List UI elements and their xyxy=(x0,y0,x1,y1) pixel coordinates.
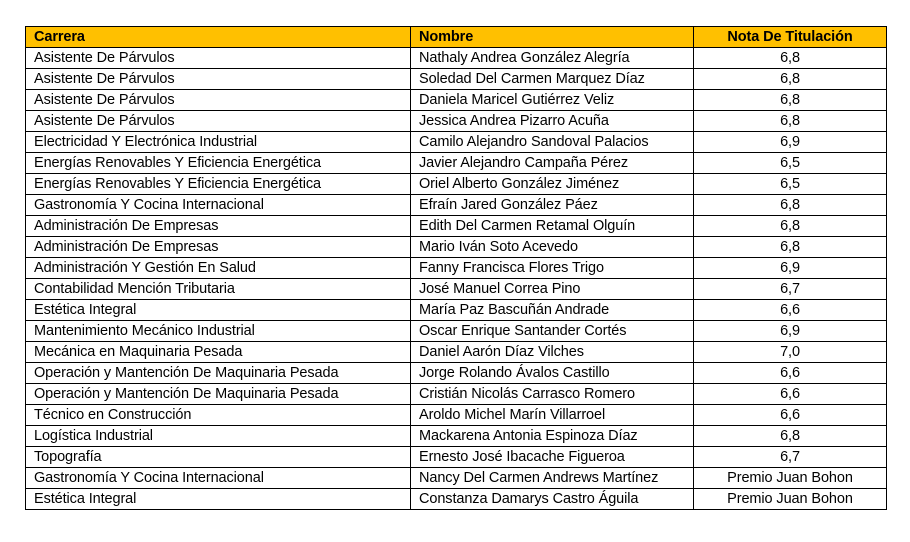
cell-nombre: Oscar Enrique Santander Cortés xyxy=(411,321,694,342)
cell-nombre: Camilo Alejandro Sandoval Palacios xyxy=(411,132,694,153)
cell-nota: 6,5 xyxy=(694,153,887,174)
cell-nota: 6,8 xyxy=(694,48,887,69)
cell-nota: 6,6 xyxy=(694,384,887,405)
cell-carrera: Contabilidad Mención Tributaria xyxy=(26,279,411,300)
cell-carrera: Energías Renovables Y Eficiencia Energética xyxy=(26,153,411,174)
cell-nombre: Aroldo Michel Marín Villarroel xyxy=(411,405,694,426)
cell-carrera: Técnico en Construcción xyxy=(26,405,411,426)
table-row xyxy=(26,132,887,153)
cell-nota: 6,8 xyxy=(694,237,887,258)
cell-nombre: José Manuel Correa Pino xyxy=(411,279,694,300)
cell-nota: 6,8 xyxy=(694,111,887,132)
cell-nombre: Nancy Del Carmen Andrews Martínez xyxy=(411,468,694,489)
column-header-carrera: Carrera xyxy=(26,27,411,48)
cell-nombre: Nathaly Andrea González Alegría xyxy=(411,48,694,69)
cell-nombre: Jessica Andrea Pizarro Acuña xyxy=(411,111,694,132)
cell-carrera: Asistente De Párvulos xyxy=(26,69,411,90)
cell-nombre: Constanza Damarys Castro Águila xyxy=(411,489,694,510)
cell-nota: 6,9 xyxy=(694,258,887,279)
cell-carrera: Operación y Mantención De Maquinaria Pesada xyxy=(26,363,411,384)
cell-carrera: Administración Y Gestión En Salud xyxy=(26,258,411,279)
graduates-table-container xyxy=(25,26,887,510)
cell-nota: 6,8 xyxy=(694,90,887,111)
table-row xyxy=(26,174,887,195)
cell-nota: Premio Juan Bohon xyxy=(694,468,887,489)
table-row xyxy=(26,69,887,90)
cell-carrera: Logística Industrial xyxy=(26,426,411,447)
table-row xyxy=(26,48,887,69)
cell-nota: 6,7 xyxy=(694,447,887,468)
cell-nombre: Daniel Aarón Díaz Vilches xyxy=(411,342,694,363)
cell-nombre: Daniela Maricel Gutiérrez Veliz xyxy=(411,90,694,111)
cell-nota: 6,6 xyxy=(694,363,887,384)
table-row xyxy=(26,384,887,405)
table-row xyxy=(26,426,887,447)
cell-nota: 6,8 xyxy=(694,426,887,447)
cell-nota: 6,8 xyxy=(694,69,887,90)
table-row xyxy=(26,195,887,216)
table-row xyxy=(26,363,887,384)
table-row xyxy=(26,447,887,468)
cell-nombre: Oriel Alberto González Jiménez xyxy=(411,174,694,195)
cell-nombre: Efraín Jared González Páez xyxy=(411,195,694,216)
cell-carrera: Operación y Mantención De Maquinaria Pesada xyxy=(26,384,411,405)
cell-carrera: Gastronomía Y Cocina Internacional xyxy=(26,468,411,489)
cell-carrera: Administración De Empresas xyxy=(26,237,411,258)
cell-nombre: Soledad Del Carmen Marquez Díaz xyxy=(411,69,694,90)
table-row xyxy=(26,111,887,132)
cell-nombre: María Paz Bascuñán Andrade xyxy=(411,300,694,321)
table-row xyxy=(26,489,887,510)
table-row xyxy=(26,258,887,279)
cell-nombre: Edith Del Carmen Retamal Olguín xyxy=(411,216,694,237)
cell-nota: 6,9 xyxy=(694,321,887,342)
cell-carrera: Energías Renovables Y Eficiencia Energética xyxy=(26,174,411,195)
cell-nota: 6,8 xyxy=(694,216,887,237)
table-row xyxy=(26,90,887,111)
cell-carrera: Topografía xyxy=(26,447,411,468)
table-row xyxy=(26,342,887,363)
cell-carrera: Electricidad Y Electrónica Industrial xyxy=(26,132,411,153)
table-row xyxy=(26,153,887,174)
graduates-table xyxy=(25,26,887,510)
cell-nombre: Jorge Rolando Ávalos Castillo xyxy=(411,363,694,384)
cell-nombre: Fanny Francisca Flores Trigo xyxy=(411,258,694,279)
cell-nombre: Cristián Nicolás Carrasco Romero xyxy=(411,384,694,405)
cell-nota: 6,6 xyxy=(694,300,887,321)
cell-carrera: Estética Integral xyxy=(26,300,411,321)
column-header-nombre: Nombre xyxy=(411,27,694,48)
cell-carrera: Mantenimiento Mecánico Industrial xyxy=(26,321,411,342)
table-row xyxy=(26,216,887,237)
cell-nota: 7,0 xyxy=(694,342,887,363)
cell-carrera: Administración De Empresas xyxy=(26,216,411,237)
cell-nombre: Mario Iván Soto Acevedo xyxy=(411,237,694,258)
cell-carrera: Asistente De Párvulos xyxy=(26,111,411,132)
cell-nota: 6,9 xyxy=(694,132,887,153)
table-row xyxy=(26,405,887,426)
table-row xyxy=(26,321,887,342)
cell-carrera: Mecánica en Maquinaria Pesada xyxy=(26,342,411,363)
cell-nota: Premio Juan Bohon xyxy=(694,489,887,510)
column-header-nota: Nota De Titulación xyxy=(694,27,887,48)
cell-nombre: Javier Alejandro Campaña Pérez xyxy=(411,153,694,174)
cell-nombre: Mackarena Antonia Espinoza Díaz xyxy=(411,426,694,447)
cell-carrera: Gastronomía Y Cocina Internacional xyxy=(26,195,411,216)
table-row xyxy=(26,279,887,300)
cell-nota: 6,8 xyxy=(694,195,887,216)
table-row xyxy=(26,468,887,489)
cell-nota: 6,6 xyxy=(694,405,887,426)
cell-carrera: Asistente De Párvulos xyxy=(26,48,411,69)
table-body xyxy=(26,48,887,510)
table-row xyxy=(26,237,887,258)
table-row xyxy=(26,300,887,321)
table-header-row xyxy=(26,27,887,48)
cell-carrera: Estética Integral xyxy=(26,489,411,510)
cell-nota: 6,5 xyxy=(694,174,887,195)
cell-nota: 6,7 xyxy=(694,279,887,300)
cell-nombre: Ernesto José Ibacache Figueroa xyxy=(411,447,694,468)
cell-carrera: Asistente De Párvulos xyxy=(26,90,411,111)
